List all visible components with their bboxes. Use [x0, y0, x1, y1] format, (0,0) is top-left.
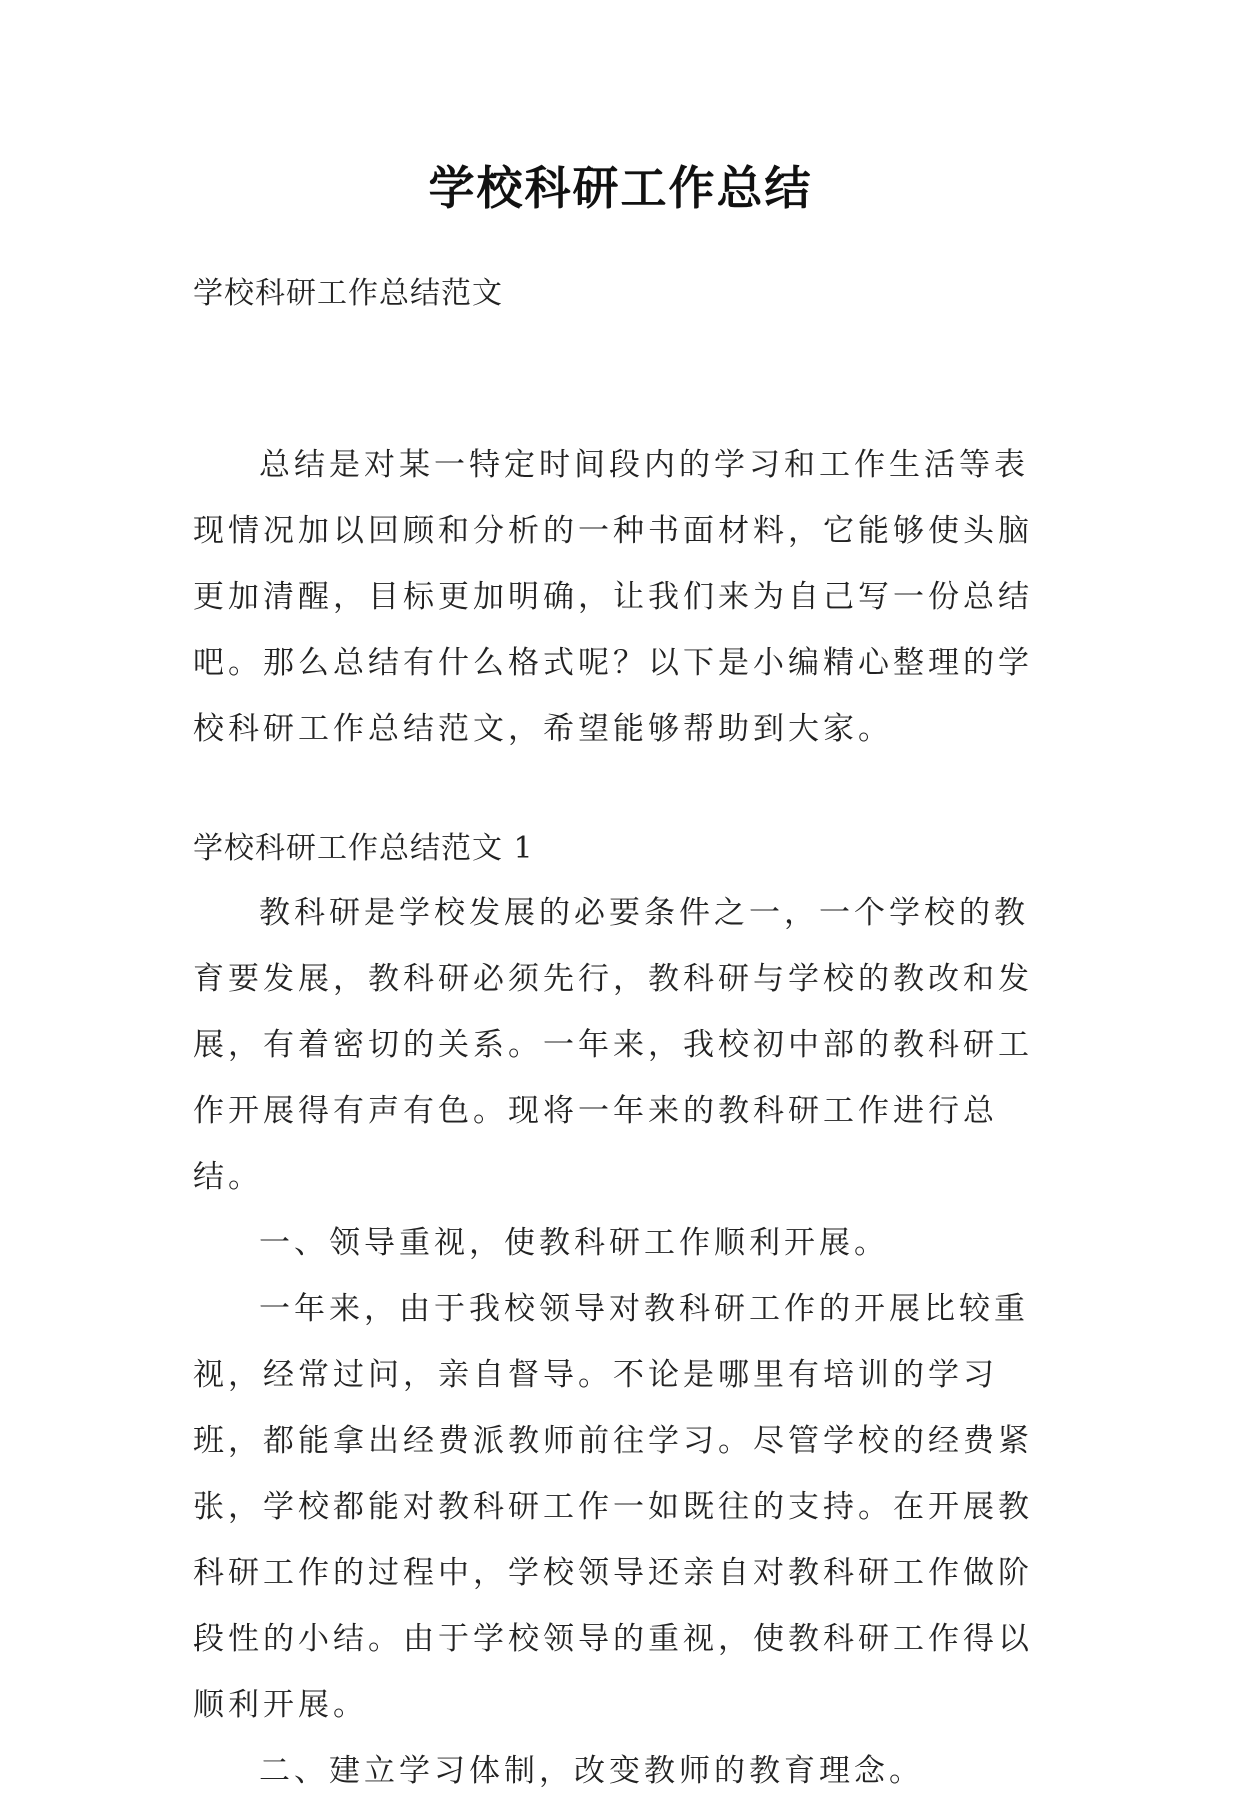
- subtitle: 学校科研工作总结范文: [193, 276, 503, 311]
- intro-block: [193, 432, 1053, 762]
- heading-paragraph: 二、建立学习体制，改变教师的教育理念。: [259, 1753, 924, 1789]
- page-title: 学校科研工作总结: [428, 161, 813, 215]
- section-title: 学校科研工作总结范文 1: [193, 831, 534, 866]
- heading-paragraph: 一、领导重视，使教科研工作顺利开展。: [259, 1225, 889, 1261]
- section-body: [193, 880, 1053, 1804]
- paragraph: 一年来，由于我校领导对教科研工作的开展比较重视，经常过问，亲自督导。不论是哪里有培训的学习班，都能拿出经费派教师前往学习。尽管学校的经费紧张，学校都能对教科研工作一如既往的支持。在开展教科研工作的过程中，学校领导还亲自对教科研工作做阶段性的小结。由于学校领导的重视，使教科研工作得以顺利开展。: [193, 1291, 1033, 1723]
- paragraph: 教科研是学校发展的必要条件之一，一个学校的教育要发展，教科研必须先行，教科研与学校的教改和发展，有着密切的关系。一年来，我校初中部的教科研工作开展得有声有色。现将一年来的教科研工作进行总结。: [193, 895, 1033, 1195]
- intro-paragraph: 总结是对某一特定时间段内的学习和工作生活等表现情况加以回顾和分析的一种书面材料，它能够使头脑更加清醒，目标更加明确，让我们来为自己写一份总结吧。那么总结有什么格式呢？以下是小编精心整理的学校科研工作总结范文，希望能够帮助到大家。: [193, 447, 1033, 747]
